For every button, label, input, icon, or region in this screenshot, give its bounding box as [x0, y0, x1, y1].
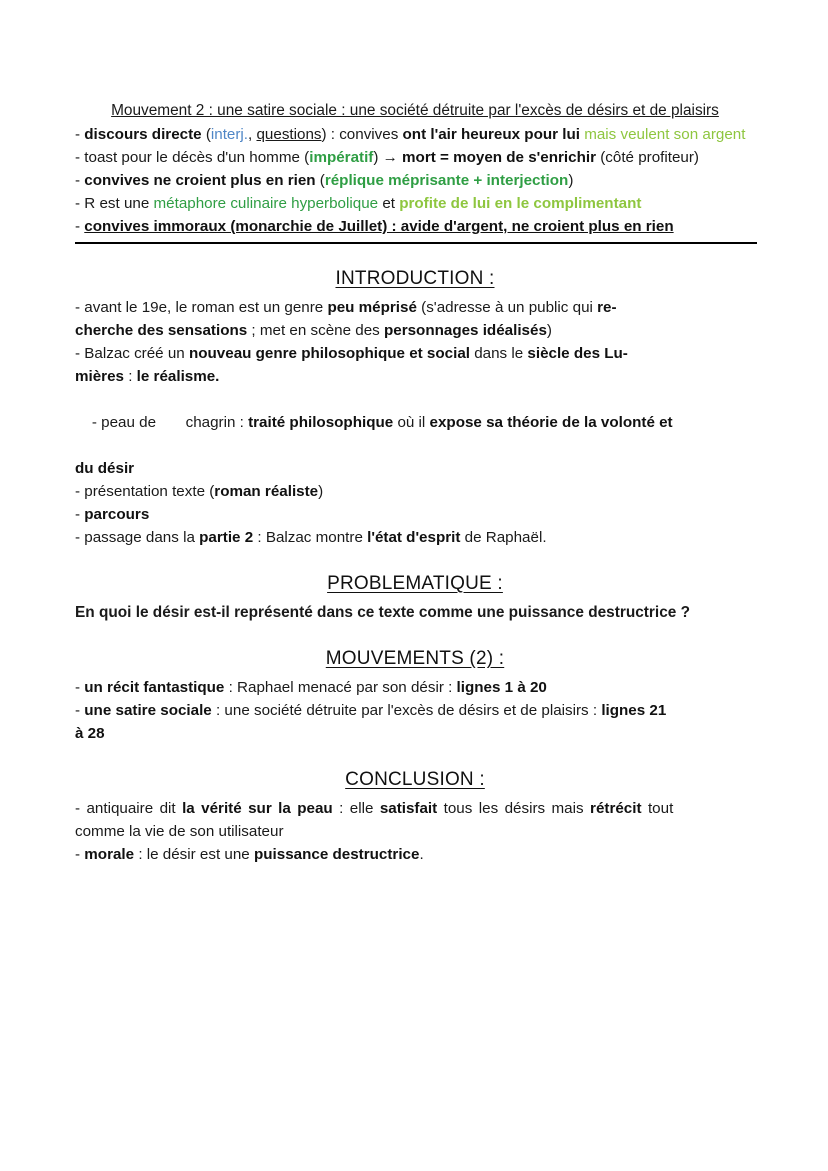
arrow-icon: → — [382, 149, 398, 166]
document-page — [75, 100, 755, 866]
intro-line-6: du désir — [75, 460, 135, 477]
problematique-question: En quoi le désir est-il représenté dans ce texte comme une puissance destructrice ? — [75, 604, 690, 621]
intro-line-2: cherche des sensations ; met en scène des personnages idéalisés) — [75, 322, 552, 339]
mouvements-heading: MOUVEMENTS (2) : — [325, 648, 505, 669]
conclusion-line-2: comme la vie de son utilisateur — [75, 823, 284, 840]
mouvement2-line-5: - convives immoraux (monarchie de Juillet) : avide d'argent, ne croient plus en rien — [75, 218, 674, 235]
intro-line-7: - présentation texte (roman réaliste) — [75, 483, 324, 500]
mouvement2-line-4: - R est une métaphore culinaire hyperbolique et profite de lui en le complimentant — [75, 195, 642, 212]
mouvement2-line-3: - convives ne croient plus en rien (réplique méprisante + interjection) — [75, 172, 574, 189]
intro-line-9: - passage dans la partie 2 : Balzac montre l'état d'esprit de Raphaël. — [75, 529, 547, 546]
mouvement-item-1: - un récit fantastique : Raphael menacé par son désir : lignes 1 à 20 — [75, 679, 547, 696]
intro-line-5: - peau de chagrin : traité philosophique où il expose sa théorie de la volonté et — [91, 414, 673, 431]
conclusion-line-1: - antiquaire dit la vérité sur la peau : elle satisfait tous les désirs mais rétrécit tout — [75, 800, 674, 817]
section-divider — [75, 242, 757, 244]
intro-line-4: mières : le réalisme. — [75, 368, 220, 385]
intro-line-1: - avant le 19e, le roman est un genre peu méprisé (s'adresse à un public qui re- — [75, 299, 617, 316]
conclusion-line-3: - morale : le désir est une puissance destructrice. — [75, 846, 424, 863]
intro-line-3: - Balzac créé un nouveau genre philosophique et social dans le siècle des Lu- — [75, 345, 628, 362]
conclusion-heading: CONCLUSION : — [345, 769, 485, 790]
mouvement2-line-1: - discours directe (interj., questions) : convives ont l'air heureux pour lui mais veulent son argent — [75, 126, 746, 143]
mouvement2-title: Mouvement 2 : une satire sociale : une société détruite par l'excès de désirs et de plaisirs — [111, 102, 719, 119]
introduction-heading: INTRODUCTION : — [335, 268, 495, 289]
intro-line-8: - parcours — [75, 506, 150, 523]
mouvement-item-2: - une satire sociale : une société détruite par l'excès de désirs et de plaisirs : lignes 21 — [75, 702, 667, 719]
mouvement-item-2-cont: à 28 — [75, 725, 105, 742]
problematique-heading: PROBLEMATIQUE : — [327, 573, 503, 594]
mouvement2-line-2: - toast pour le décès d'un homme (impératif) → mort = moyen de s'enrichir (côté profiteur) — [75, 149, 699, 166]
